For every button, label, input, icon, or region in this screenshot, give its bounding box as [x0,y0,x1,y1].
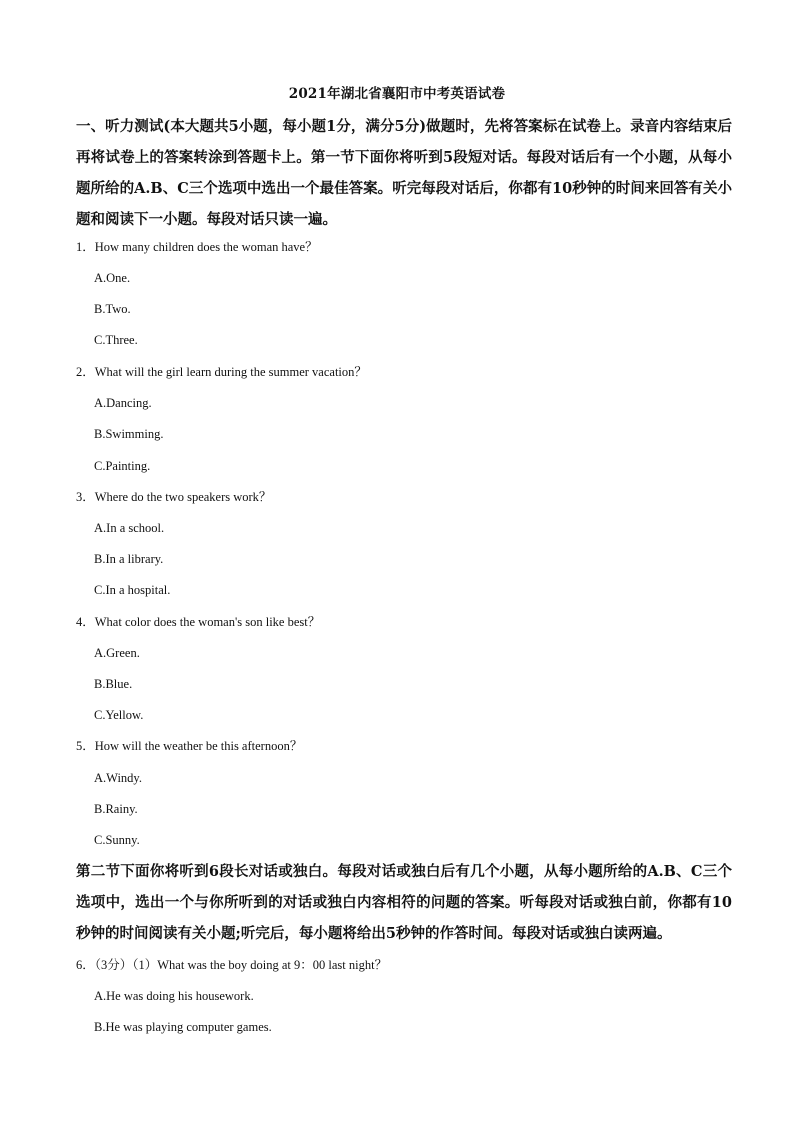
question-1-option-b: B.Two. [94,302,131,316]
question-2-option-c: C.Painting. [94,459,151,473]
question-6: 6．（3分）（1）What was the boy doing at 9：00 last night？ [76,958,388,972]
question-1-option-a: A.One. [94,271,131,285]
question-2-option-b: B.Swimming. [94,427,164,441]
question-4-option-c: C.Yellow. [94,708,144,722]
question-3-option-b: B.In a library. [94,552,164,566]
question-3-option-c: C.In a hospital. [94,583,171,597]
question-5-option-c: C.Sunny. [94,833,140,847]
question-6-option-b: B.He was playing computer games. [94,1020,272,1034]
question-4-option-b: B.Blue. [94,677,133,691]
question-1: 1．How many children does the woman have？ [76,240,318,254]
question-2: 2．What will the girl learn during the summer vacation？ [76,365,367,379]
question-5-option-a: A.Windy. [94,771,142,785]
question-5: 5．How will the weather be this afternoon？ [76,739,303,753]
section-2-instructions: 第二节下面你将听到6段长对话或独白。每段对话或独白后有几个小题，从每小题所给的A.B、C三个选项中，选出一个与你所听到的对话或独白内容相符的问题的答案。听每段对话或独白前，你都有10秒钟的时间阅读有关小题;听完后，每小题将给出5秒钟的作答时间。每段对话或独白读两遍。 [76,863,732,942]
section-1-instructions: 一、听力测试(本大题共5小题，每小题1分，满分5分)做题时，先将答案标在试卷上。录音内容结束后再将试卷上的答案转涂到答题卡上。第一节下面你将听到5段短对话。每段对话后有一个小题，从每小题所给的A.B、C三个选项中选出一个最佳答案。听完每段对话后，你都有10秒钟的时间来回答有关小题和阅读下一小题。每段对话只读一遍。 [76,118,732,228]
question-4: 4．What color does the woman's son like best？ [76,615,321,629]
question-5-option-b: B.Rainy. [94,802,138,816]
question-3: 3．Where do the two speakers work？ [76,490,272,504]
question-4-option-a: A.Green. [94,646,140,660]
question-6-option-a: A.He was doing his housework. [94,989,254,1003]
question-2-option-a: A.Dancing. [94,396,152,410]
question-1-option-c: C.Three. [94,333,138,347]
page-title: 2021年湖北省襄阳市中考英语试卷 [288,86,506,102]
question-3-option-a: A.In a school. [94,521,165,535]
